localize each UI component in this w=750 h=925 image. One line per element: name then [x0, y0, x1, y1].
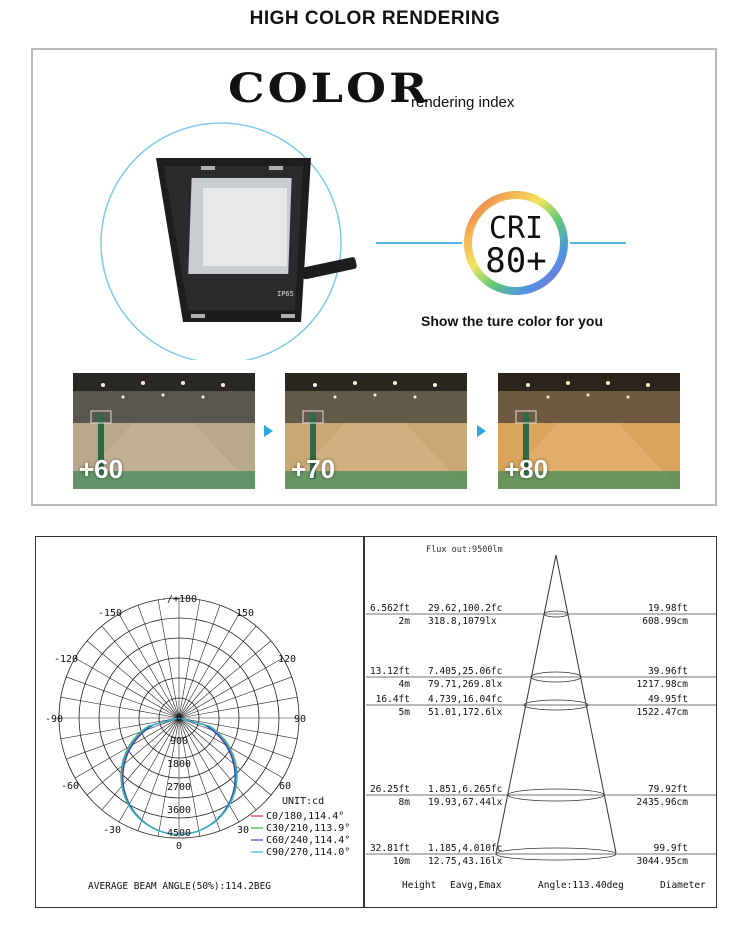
angle-label-minus-60: -60 [60, 781, 80, 792]
dia-ft-5m: 49.95ft [647, 694, 688, 705]
angle-label-180: -/+180 [160, 594, 198, 605]
angle-label-minus-90: -90 [44, 714, 64, 725]
legend-c60: C60/240,114.4° [266, 835, 351, 846]
fc-4m: 7.405,25.06fc [428, 666, 503, 677]
fc-2m: 29.62,100.2fc [428, 603, 503, 614]
court-image-60 [73, 373, 255, 489]
arrow-right-icon [477, 425, 486, 437]
height-m-10m: 10m [392, 856, 410, 867]
footer-eavg: Eavg,Emax [450, 880, 502, 891]
footer-angle: Angle:113.40deg [538, 880, 624, 891]
beam-angle-text: AVERAGE BEAM ANGLE(50%):114.2BEG [88, 881, 272, 892]
dia-m-2m: 608.99cm [642, 616, 688, 627]
color-logo-subtitle: rendering index [411, 94, 515, 111]
isolux-diagram [366, 537, 716, 907]
arrow-right-icon [264, 425, 273, 437]
cri-label: CRI [488, 211, 544, 246]
cri-value: 80+ [485, 241, 547, 281]
page-title: HIGH COLOR RENDERING [249, 8, 501, 29]
court-label-60: +60 [79, 454, 124, 484]
unit-label: UNIT:cd [282, 796, 325, 807]
angle-label-30: 30 [236, 825, 250, 836]
scale-label-900: 900 [169, 736, 189, 747]
color-logo-word: COLOR [228, 64, 431, 112]
flux-label: Flux out:9500lm [426, 545, 503, 555]
scale-label-0: 0 [175, 713, 183, 724]
dia-m-8m: 2435.96cm [636, 797, 688, 808]
court-image-70 [285, 373, 467, 489]
lx-2m: 318.8,1079lx [428, 616, 497, 627]
height-ft-4m: 13.12ft [369, 666, 410, 677]
angle-label-60: 60 [278, 781, 292, 792]
fc-8m: 1.851,6.265fc [428, 784, 503, 795]
scale-label-3600: 3600 [166, 805, 192, 816]
angle-label-minus-30: -30 [102, 825, 122, 836]
angle-label-90: 90 [293, 714, 307, 725]
court-label-80: +80 [504, 454, 549, 484]
height-ft-2m: 6.562ft [369, 603, 410, 614]
lx-10m: 12.75,43.16lx [428, 856, 503, 867]
angle-label-120: 120 [277, 654, 297, 665]
dia-ft-8m: 79.92ft [647, 784, 688, 795]
legend-c30: C30/210,113.9° [266, 823, 351, 834]
polar-legend [251, 811, 350, 858]
fc-10m: 1.185,4.010fc [428, 843, 503, 854]
lx-8m: 19.93,67.44lx [428, 797, 503, 808]
tagline: Show the ture color for you [421, 313, 604, 329]
court-label-70: +70 [291, 454, 336, 484]
legend-c90: C90/270,114.0° [266, 847, 351, 858]
dia-m-10m: 3044.95cm [636, 856, 688, 867]
angle-label-150: 150 [235, 608, 255, 619]
footer-height: Height [402, 880, 437, 891]
scale-label-1800: 1800 [166, 759, 192, 770]
lx-5m: 51.01,172.6lx [428, 707, 503, 718]
height-ft-5m: 16.4ft [375, 694, 410, 705]
height-m-2m: 2m [398, 616, 410, 627]
scale-label-2700: 2700 [166, 782, 192, 793]
angle-label-minus-120: -120 [53, 654, 79, 665]
height-ft-8m: 26.25ft [369, 784, 410, 795]
height-m-8m: 8m [398, 797, 410, 808]
dia-ft-10m: 99.9ft [653, 843, 688, 854]
cone-right-edge [556, 555, 616, 853]
fc-5m: 4.739,16.04fc [428, 694, 503, 705]
footer-diameter: Diameter [660, 880, 706, 891]
dia-m-4m: 1217.98cm [636, 679, 688, 690]
height-m-4m: 4m [398, 679, 410, 690]
isolux-rows [366, 611, 716, 860]
height-ft-10m: 32.81ft [369, 843, 410, 854]
court-image-80 [498, 373, 680, 489]
height-m-5m: 5m [398, 707, 410, 718]
ip65-badge: IP65 [277, 290, 294, 298]
dia-m-5m: 1522.47cm [636, 707, 688, 718]
legend-c0: C0/180,114.4° [266, 811, 345, 822]
polar-diagram [36, 537, 362, 907]
panel-divider [363, 536, 365, 908]
lx-4m: 79.71,269.8lx [428, 679, 503, 690]
cone-left-edge [496, 555, 556, 853]
hero-illustration [31, 110, 717, 360]
dia-ft-4m: 39.96ft [647, 666, 688, 677]
angle-label-0: 0 [175, 841, 183, 852]
angle-label-minus-150: -150 [97, 608, 123, 619]
scale-label-4500: 4500 [166, 828, 192, 839]
dia-ft-2m: 19.98ft [647, 603, 688, 614]
